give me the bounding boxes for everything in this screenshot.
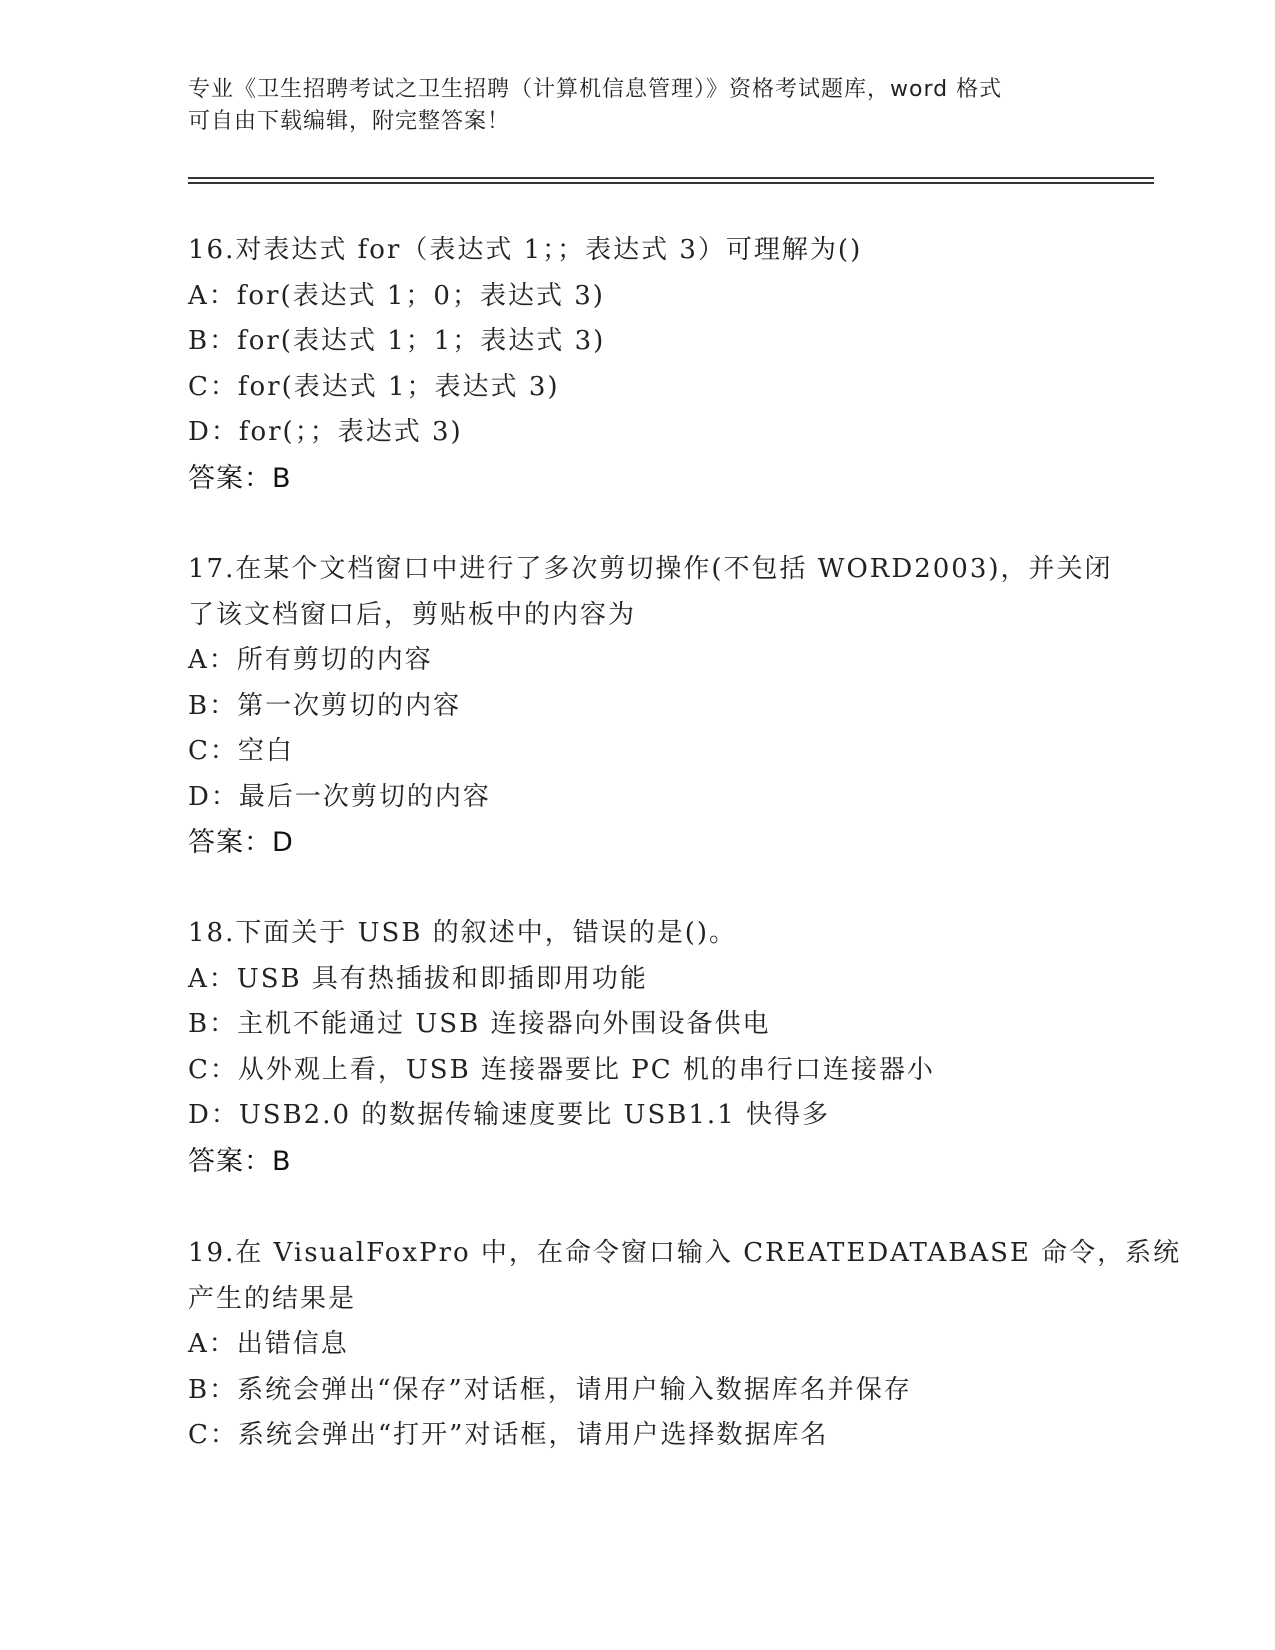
question-18 <box>188 911 1088 1184</box>
question-stem: 18.下面关于 USB 的叙述中，错误的是()。 <box>188 918 737 948</box>
option-a: A：for(表达式 1；0；表达式 3) <box>188 280 605 311</box>
option-d: D：for(；；表达式 3) <box>188 417 463 447</box>
option-b: B：系统会弹出“保存”对话框，请用户输入数据库名并保存 <box>188 1374 912 1405</box>
document-header <box>188 74 1088 138</box>
question-stem-continued: 了该文档窗口后，剪贴板中的内容为 <box>188 599 637 630</box>
option-c: C：系统会弹出“打开”对话框，请用户选择数据库名 <box>188 1420 829 1450</box>
answer-text: 答案：B <box>188 462 292 494</box>
header-divider-bottom <box>188 182 1154 184</box>
question-stem: 16.对表达式 for（表达式 1；；表达式 3）可理解为() <box>188 235 863 265</box>
option-c: C：空白 <box>188 736 294 766</box>
question-stem: 17.在某个文档窗口中进行了多次剪切操作(不包括 WORD2003)，并关闭 <box>188 554 1113 584</box>
question-16 <box>188 228 1088 501</box>
answer-text: 答案：B <box>188 1145 292 1177</box>
question-stem: 19.在 VisualFoxPro 中，在命令窗口输入 CREATEDATABASE 命令，系统 <box>188 1238 1182 1268</box>
option-a: A：所有剪切的内容 <box>188 645 433 675</box>
option-c: C：for(表达式 1；表达式 3) <box>188 371 560 402</box>
answer-text: 答案：D <box>188 827 294 858</box>
option-a: A：USB 具有热插拔和即插即用功能 <box>188 963 648 994</box>
option-a: A：出错信息 <box>188 1329 349 1359</box>
header-line-1: 专业《卫生招聘考试之卫生招聘（计算机信息管理）》资格考试题库，word 格式 <box>188 77 1003 102</box>
option-b: B：第一次剪切的内容 <box>188 690 462 721</box>
question-17 <box>188 547 1113 866</box>
question-19 <box>188 1231 1182 1459</box>
header-divider-top <box>188 177 1154 179</box>
question-stem-continued: 产生的结果是 <box>188 1283 357 1314</box>
option-d: D：最后一次剪切的内容 <box>188 781 491 812</box>
option-b: B：主机不能通过 USB 连接器向外围设备供电 <box>188 1009 771 1039</box>
header-line-2: 可自由下载编辑，附完整答案！ <box>188 109 511 134</box>
option-c: C：从外观上看，USB 连接器要比 PC 机的串行口连接器小 <box>188 1054 935 1085</box>
option-d: D：USB2.0 的数据传输速度要比 USB1.1 快得多 <box>188 1100 830 1130</box>
option-b: B：for(表达式 1；1；表达式 3) <box>188 326 606 356</box>
